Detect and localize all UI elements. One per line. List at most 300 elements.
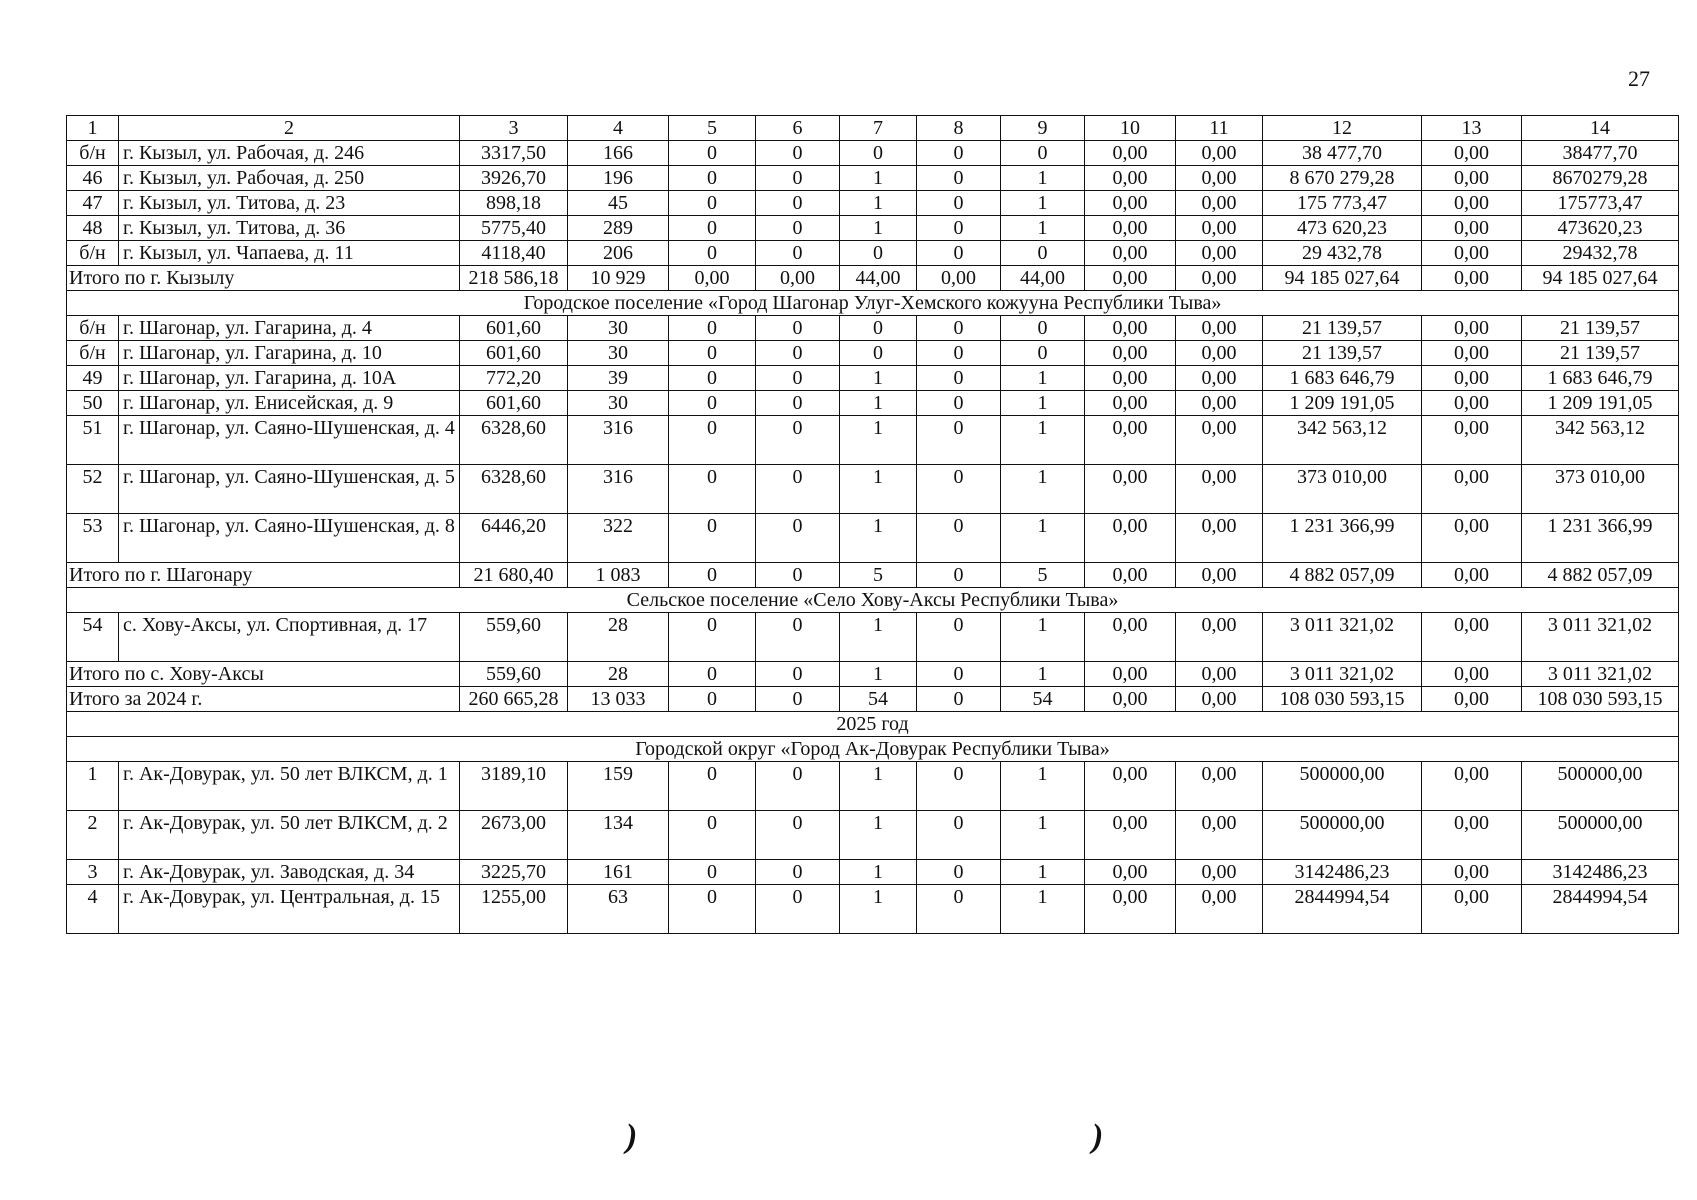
value-cell: 30 [568, 316, 669, 341]
register-table [66, 115, 1679, 934]
value-cell: 38477,70 [1522, 141, 1679, 166]
address-cell: с. Хову-Аксы, ул. Спортивная, д. 17 [119, 613, 460, 662]
column-number-cell: 13 [1422, 116, 1522, 141]
value-cell: 0,00 [1085, 391, 1176, 416]
row-number-cell: 48 [67, 216, 119, 241]
value-cell: 0 [1001, 316, 1085, 341]
value-cell: 0 [669, 885, 756, 934]
register-table-body [67, 116, 1679, 934]
address-cell: г. Шагонар, ул. Саяно-Шушенская, д. 8 [119, 514, 460, 563]
value-cell: 0,00 [1422, 316, 1522, 341]
total-cell: 0 [756, 662, 840, 687]
value-cell: 1 683 646,79 [1522, 366, 1679, 391]
total-cell: 0 [756, 687, 840, 712]
value-cell: 0 [669, 341, 756, 366]
value-cell: 0 [669, 416, 756, 465]
value-cell: 0 [669, 241, 756, 266]
value-cell: 0,00 [1422, 166, 1522, 191]
value-cell: 0,00 [1085, 141, 1176, 166]
value-cell: 0,00 [1085, 613, 1176, 662]
value-cell: 5775,40 [460, 216, 568, 241]
value-cell: 316 [568, 416, 669, 465]
value-cell: 0,00 [1085, 885, 1176, 934]
value-cell: 0,00 [1085, 316, 1176, 341]
value-cell: 0,00 [1422, 341, 1522, 366]
value-cell: 45 [568, 191, 669, 216]
value-cell: 0,00 [1422, 885, 1522, 934]
value-cell: 1 [1001, 860, 1085, 885]
value-cell: 0 [756, 316, 840, 341]
value-cell: 21 139,57 [1522, 316, 1679, 341]
row-number-cell: 2 [67, 811, 119, 860]
row-number-cell: 51 [67, 416, 119, 465]
table-row [67, 341, 1679, 366]
value-cell: 166 [568, 141, 669, 166]
value-cell: 0,00 [1176, 885, 1263, 934]
value-cell: 0,00 [1085, 465, 1176, 514]
value-cell: 1 [1001, 514, 1085, 563]
value-cell: 1 [840, 514, 917, 563]
value-cell: 1 [1001, 465, 1085, 514]
value-cell: 0 [756, 191, 840, 216]
value-cell: 1 209 191,05 [1522, 391, 1679, 416]
value-cell: 3 011 321,02 [1522, 613, 1679, 662]
total-cell: 0,00 [1422, 687, 1522, 712]
value-cell: 0 [756, 811, 840, 860]
value-cell: 134 [568, 811, 669, 860]
value-cell: 0 [756, 341, 840, 366]
address-cell: г. Шагонар, ул. Гагарина, д. 10 [119, 341, 460, 366]
value-cell: 1 [840, 366, 917, 391]
total-cell: 94 185 027,64 [1263, 266, 1422, 291]
total-cell: 0,00 [1176, 687, 1263, 712]
total-cell: 54 [840, 687, 917, 712]
value-cell: 1 [840, 166, 917, 191]
row-number-cell: 52 [67, 465, 119, 514]
value-cell: 0,00 [1422, 465, 1522, 514]
value-cell: 1 [840, 191, 917, 216]
value-cell: 0,00 [1422, 860, 1522, 885]
value-cell: 0,00 [1422, 141, 1522, 166]
value-cell: 196 [568, 166, 669, 191]
value-cell: 3926,70 [460, 166, 568, 191]
value-cell: 0,00 [1422, 416, 1522, 465]
column-number-cell: 1 [67, 116, 119, 141]
address-cell: г. Шагонар, ул. Енисейская, д. 9 [119, 391, 460, 416]
total-cell: 0,00 [1085, 563, 1176, 588]
value-cell: 206 [568, 241, 669, 266]
total-cell: 1 083 [568, 563, 669, 588]
address-cell: г. Ак-Довурак, ул. 50 лет ВЛКСМ, д. 2 [119, 811, 460, 860]
value-cell: 29 432,78 [1263, 241, 1422, 266]
value-cell: 0,00 [1085, 341, 1176, 366]
value-cell: 1 [1001, 366, 1085, 391]
total-cell: 21 680,40 [460, 563, 568, 588]
footer-mark-right: ) [1092, 1118, 1104, 1155]
value-cell: 2844994,54 [1263, 885, 1422, 934]
total-row [67, 662, 1679, 687]
total-cell: 108 030 593,15 [1263, 687, 1422, 712]
value-cell: 0,00 [1176, 216, 1263, 241]
value-cell: 1 [1001, 416, 1085, 465]
value-cell: 0 [669, 465, 756, 514]
section-row [67, 737, 1679, 762]
value-cell: 0 [917, 191, 1001, 216]
table-row [67, 391, 1679, 416]
total-cell: 0 [756, 563, 840, 588]
value-cell: 0,00 [1422, 391, 1522, 416]
value-cell: 6328,60 [460, 416, 568, 465]
value-cell: 898,18 [460, 191, 568, 216]
total-cell: 54 [1001, 687, 1085, 712]
column-number-cell: 10 [1085, 116, 1176, 141]
address-cell: г. Кызыл, ул. Титова, д. 23 [119, 191, 460, 216]
total-cell: 0,00 [756, 266, 840, 291]
total-cell: 4 882 057,09 [1522, 563, 1679, 588]
value-cell: 4118,40 [460, 241, 568, 266]
value-cell: 0,00 [1176, 416, 1263, 465]
table-row [67, 416, 1679, 465]
value-cell: 0,00 [1176, 811, 1263, 860]
value-cell: 0 [756, 366, 840, 391]
total-cell: 4 882 057,09 [1263, 563, 1422, 588]
value-cell: 1 [1001, 811, 1085, 860]
value-cell: 0 [917, 341, 1001, 366]
value-cell: 30 [568, 391, 669, 416]
column-number-cell: 3 [460, 116, 568, 141]
value-cell: 0 [669, 391, 756, 416]
column-number-cell: 2 [119, 116, 460, 141]
value-cell: 0 [917, 216, 1001, 241]
value-cell: 1 [1001, 166, 1085, 191]
section-row [67, 588, 1679, 613]
total-cell: 5 [1001, 563, 1085, 588]
value-cell: 0,00 [1422, 216, 1522, 241]
value-cell: 601,60 [460, 316, 568, 341]
total-cell: 0,00 [917, 266, 1001, 291]
value-cell: 601,60 [460, 391, 568, 416]
value-cell: 8670279,28 [1522, 166, 1679, 191]
row-number-cell: б/н [67, 316, 119, 341]
address-cell: г. Шагонар, ул. Саяно-Шушенская, д. 5 [119, 465, 460, 514]
value-cell: 0,00 [1176, 141, 1263, 166]
value-cell: 0,00 [1085, 416, 1176, 465]
address-cell: г. Ак-Довурак, ул. 50 лет ВЛКСМ, д. 1 [119, 762, 460, 811]
total-row [67, 266, 1679, 291]
value-cell: 322 [568, 514, 669, 563]
value-cell: 0,00 [1176, 341, 1263, 366]
value-cell: 373 010,00 [1263, 465, 1422, 514]
value-cell: 0,00 [1085, 811, 1176, 860]
footer-mark-left: ) [626, 1118, 638, 1155]
value-cell: 0 [917, 762, 1001, 811]
value-cell: 316 [568, 465, 669, 514]
table-row [67, 316, 1679, 341]
total-cell: 0,00 [1422, 662, 1522, 687]
value-cell: 0,00 [1085, 216, 1176, 241]
value-cell: 1 [1001, 762, 1085, 811]
value-cell: 1 [840, 811, 917, 860]
total-cell: 260 665,28 [460, 687, 568, 712]
address-cell: г. Кызыл, ул. Рабочая, д. 250 [119, 166, 460, 191]
value-cell: 0 [917, 391, 1001, 416]
value-cell: 0 [756, 860, 840, 885]
table-row [67, 241, 1679, 266]
value-cell: 6328,60 [460, 465, 568, 514]
total-cell: 1 [1001, 662, 1085, 687]
value-cell: 2844994,54 [1522, 885, 1679, 934]
value-cell: 0,00 [1176, 613, 1263, 662]
row-number-cell: 4 [67, 885, 119, 934]
value-cell: 0,00 [1422, 191, 1522, 216]
total-cell: 0,00 [1176, 266, 1263, 291]
value-cell: 8 670 279,28 [1263, 166, 1422, 191]
value-cell: 342 563,12 [1522, 416, 1679, 465]
total-row [67, 687, 1679, 712]
value-cell: 38 477,70 [1263, 141, 1422, 166]
value-cell: 0 [840, 141, 917, 166]
address-cell: г. Ак-Довурак, ул. Заводская, д. 34 [119, 860, 460, 885]
value-cell: 1 [1001, 391, 1085, 416]
value-cell: 0 [669, 366, 756, 391]
value-cell: 0,00 [1176, 391, 1263, 416]
value-cell: 0 [917, 885, 1001, 934]
row-number-cell: 1 [67, 762, 119, 811]
column-number-cell: 14 [1522, 116, 1679, 141]
value-cell: 0 [669, 613, 756, 662]
total-cell: 0 [669, 687, 756, 712]
value-cell: 1 [1001, 216, 1085, 241]
value-cell: 0,00 [1176, 191, 1263, 216]
section-title: Городской округ «Город Ак-Довурак Республики Тыва» [67, 737, 1679, 762]
table-row [67, 811, 1679, 860]
column-number-cell: 4 [568, 116, 669, 141]
value-cell: 0 [917, 613, 1001, 662]
total-cell: 10 929 [568, 266, 669, 291]
column-number-cell: 5 [669, 116, 756, 141]
total-cell: 0,00 [1176, 662, 1263, 687]
value-cell: 0,00 [1085, 241, 1176, 266]
total-cell: 108 030 593,15 [1522, 687, 1679, 712]
total-cell: 0 [669, 662, 756, 687]
row-number-cell: 49 [67, 366, 119, 391]
total-label: Итого по г. Шагонару [67, 563, 460, 588]
value-cell: 0 [917, 811, 1001, 860]
value-cell: 39 [568, 366, 669, 391]
value-cell: 0 [669, 762, 756, 811]
value-cell: 559,60 [460, 613, 568, 662]
value-cell: 0 [840, 341, 917, 366]
value-cell: 0 [917, 141, 1001, 166]
value-cell: 0 [756, 514, 840, 563]
value-cell: 0 [756, 241, 840, 266]
table-row [67, 166, 1679, 191]
value-cell: 0 [917, 241, 1001, 266]
value-cell: 0,00 [1422, 241, 1522, 266]
table-row [67, 514, 1679, 563]
value-cell: 0,00 [1085, 366, 1176, 391]
table-row [67, 366, 1679, 391]
value-cell: 0,00 [1422, 514, 1522, 563]
column-number-cell: 8 [917, 116, 1001, 141]
total-cell: 0,00 [1176, 563, 1263, 588]
value-cell: 0 [756, 391, 840, 416]
address-cell: г. Шагонар, ул. Гагарина, д. 10А [119, 366, 460, 391]
total-cell: 0 [917, 563, 1001, 588]
address-cell: г. Кызыл, ул. Чапаева, д. 11 [119, 241, 460, 266]
total-row [67, 563, 1679, 588]
value-cell: 0,00 [1085, 762, 1176, 811]
total-cell: 0 [669, 563, 756, 588]
total-cell: 3 011 321,02 [1522, 662, 1679, 687]
address-cell: г. Кызыл, ул. Рабочая, д. 246 [119, 141, 460, 166]
value-cell: 1 231 366,99 [1263, 514, 1422, 563]
value-cell: 175 773,47 [1263, 191, 1422, 216]
value-cell: 500000,00 [1263, 762, 1422, 811]
value-cell: 0 [756, 613, 840, 662]
section-title: Сельское поселение «Село Хову-Аксы Республики Тыва» [67, 588, 1679, 613]
value-cell: 0,00 [1085, 166, 1176, 191]
row-number-cell: б/н [67, 141, 119, 166]
value-cell: 0 [840, 316, 917, 341]
value-cell: 28 [568, 613, 669, 662]
value-cell: 3142486,23 [1263, 860, 1422, 885]
total-cell: 0,00 [1422, 266, 1522, 291]
total-cell: 0,00 [669, 266, 756, 291]
value-cell: 29432,78 [1522, 241, 1679, 266]
row-number-cell: б/н [67, 341, 119, 366]
value-cell: 161 [568, 860, 669, 885]
section-title: 2025 год [67, 712, 1679, 737]
header-row [67, 116, 1679, 141]
value-cell: 1 231 366,99 [1522, 514, 1679, 563]
value-cell: 3225,70 [460, 860, 568, 885]
value-cell: 1 [840, 216, 917, 241]
value-cell: 601,60 [460, 341, 568, 366]
total-cell: 13 033 [568, 687, 669, 712]
section-title: Городское поселение «Город Шагонар Улуг-Хемского кожууна Республики Тыва» [67, 291, 1679, 316]
total-cell: 5 [840, 563, 917, 588]
value-cell: 473 620,23 [1263, 216, 1422, 241]
value-cell: 1 [840, 416, 917, 465]
column-number-cell: 11 [1176, 116, 1263, 141]
column-number-cell: 9 [1001, 116, 1085, 141]
value-cell: 21 139,57 [1263, 316, 1422, 341]
value-cell: 289 [568, 216, 669, 241]
total-cell: 44,00 [840, 266, 917, 291]
value-cell: 0 [756, 885, 840, 934]
address-cell: г. Ак-Довурак, ул. Центральная, д. 15 [119, 885, 460, 934]
value-cell: 21 139,57 [1263, 341, 1422, 366]
total-cell: 3 011 321,02 [1263, 662, 1422, 687]
value-cell: 1 [840, 391, 917, 416]
value-cell: 175773,47 [1522, 191, 1679, 216]
row-number-cell: 46 [67, 166, 119, 191]
value-cell: 0 [669, 514, 756, 563]
value-cell: 0,00 [1085, 191, 1176, 216]
value-cell: 0 [917, 166, 1001, 191]
table-row [67, 860, 1679, 885]
value-cell: 30 [568, 341, 669, 366]
value-cell: 0 [669, 166, 756, 191]
total-cell: 94 185 027,64 [1522, 266, 1679, 291]
table-row [67, 885, 1679, 934]
row-number-cell: 50 [67, 391, 119, 416]
value-cell: 0 [917, 366, 1001, 391]
value-cell: 0,00 [1176, 465, 1263, 514]
value-cell: 159 [568, 762, 669, 811]
value-cell: 0 [840, 241, 917, 266]
value-cell: 3189,10 [460, 762, 568, 811]
value-cell: 0 [756, 216, 840, 241]
total-cell: 0 [917, 687, 1001, 712]
value-cell: 0 [756, 465, 840, 514]
total-label: Итого за 2024 г. [67, 687, 460, 712]
column-number-cell: 6 [756, 116, 840, 141]
total-cell: 44,00 [1001, 266, 1085, 291]
value-cell: 1 [1001, 191, 1085, 216]
value-cell: 0 [669, 860, 756, 885]
value-cell: 2673,00 [460, 811, 568, 860]
value-cell: 0,00 [1176, 762, 1263, 811]
value-cell: 0,00 [1422, 762, 1522, 811]
total-cell: 1 [840, 662, 917, 687]
row-number-cell: 47 [67, 191, 119, 216]
address-cell: г. Шагонар, ул. Гагарина, д. 4 [119, 316, 460, 341]
value-cell: 1 209 191,05 [1263, 391, 1422, 416]
value-cell: 63 [568, 885, 669, 934]
column-number-cell: 7 [840, 116, 917, 141]
table-row [67, 762, 1679, 811]
section-row [67, 291, 1679, 316]
table-row [67, 465, 1679, 514]
total-cell: 0,00 [1085, 662, 1176, 687]
value-cell: 1255,00 [460, 885, 568, 934]
value-cell: 0 [1001, 141, 1085, 166]
value-cell: 0 [756, 166, 840, 191]
value-cell: 0,00 [1176, 241, 1263, 266]
total-cell: 0,00 [1085, 687, 1176, 712]
value-cell: 3317,50 [460, 141, 568, 166]
value-cell: 1 [1001, 885, 1085, 934]
address-cell: г. Шагонар, ул. Саяно-Шушенская, д. 4 [119, 416, 460, 465]
value-cell: 6446,20 [460, 514, 568, 563]
column-number-cell: 12 [1263, 116, 1422, 141]
table-row [67, 191, 1679, 216]
table-row [67, 216, 1679, 241]
value-cell: 0 [669, 216, 756, 241]
value-cell: 0 [1001, 341, 1085, 366]
value-cell: 3 011 321,02 [1263, 613, 1422, 662]
value-cell: 1 [840, 613, 917, 662]
value-cell: 500000,00 [1263, 811, 1422, 860]
value-cell: 0 [917, 316, 1001, 341]
value-cell: 21 139,57 [1522, 341, 1679, 366]
value-cell: 1 [1001, 613, 1085, 662]
value-cell: 1 [840, 860, 917, 885]
value-cell: 500000,00 [1522, 811, 1679, 860]
row-number-cell: 54 [67, 613, 119, 662]
value-cell: 0 [917, 465, 1001, 514]
value-cell: 0 [669, 141, 756, 166]
value-cell: 1 [840, 885, 917, 934]
value-cell: 0,00 [1176, 366, 1263, 391]
value-cell: 1 683 646,79 [1263, 366, 1422, 391]
value-cell: 473620,23 [1522, 216, 1679, 241]
value-cell: 0,00 [1176, 166, 1263, 191]
value-cell: 0,00 [1176, 860, 1263, 885]
value-cell: 0 [917, 416, 1001, 465]
